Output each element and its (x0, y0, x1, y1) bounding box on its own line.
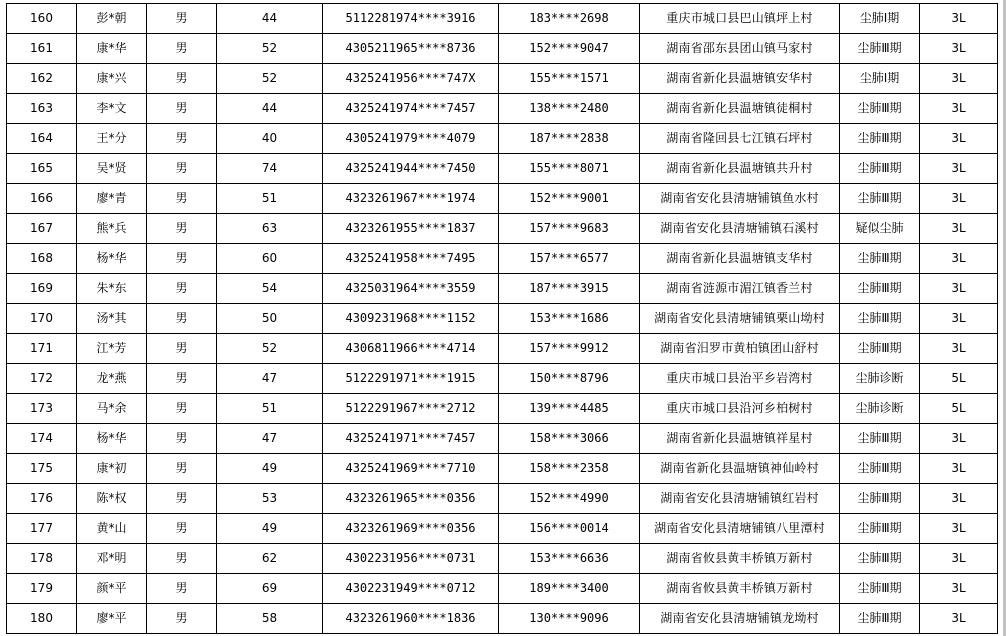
amount-cell[interactable]: 5L (920, 364, 998, 394)
row-number-cell[interactable]: 168 (7, 244, 77, 274)
age-cell[interactable]: 52 (217, 34, 323, 64)
name-cell[interactable]: 朱*东 (77, 274, 147, 304)
row-number-cell[interactable]: 177 (7, 514, 77, 544)
age-cell[interactable]: 54 (217, 274, 323, 304)
address-cell[interactable]: 湖南省攸县黄丰桥镇万新村 (640, 544, 840, 574)
phone-cell[interactable]: 157****9683 (499, 214, 640, 244)
name-cell[interactable]: 熊*兵 (77, 214, 147, 244)
name-cell[interactable]: 康*华 (77, 34, 147, 64)
phone-cell[interactable]: 150****8796 (499, 364, 640, 394)
address-cell[interactable]: 湖南省涟源市湄江镇香兰村 (640, 274, 840, 304)
sex-cell[interactable]: 男 (147, 4, 217, 34)
row-number-cell[interactable]: 167 (7, 214, 77, 244)
phone-cell[interactable]: 155****8071 (499, 154, 640, 184)
table-row (7, 484, 998, 514)
address-cell[interactable]: 湖南省安化县清塘铺镇石溪村 (640, 214, 840, 244)
amount-cell[interactable]: 3L (920, 4, 998, 34)
row-number-cell[interactable]: 172 (7, 364, 77, 394)
name-cell[interactable]: 陈*权 (77, 484, 147, 514)
age-cell[interactable]: 69 (217, 574, 323, 604)
name-cell[interactable]: 李*文 (77, 94, 147, 124)
sex-cell[interactable]: 男 (147, 34, 217, 64)
table-row (7, 274, 998, 304)
name-cell[interactable]: 王*分 (77, 124, 147, 154)
sex-cell[interactable]: 男 (147, 154, 217, 184)
table-row (7, 34, 998, 64)
table-row (7, 394, 998, 424)
name-cell[interactable]: 黄*山 (77, 514, 147, 544)
diagnosis-cell[interactable]: 尘肺Ⅲ期 (840, 514, 920, 544)
age-cell[interactable]: 74 (217, 154, 323, 184)
row-number-cell[interactable]: 170 (7, 304, 77, 334)
address-cell[interactable]: 重庆市城口县治平乡岩湾村 (640, 364, 840, 394)
name-cell[interactable]: 廖*平 (77, 604, 147, 634)
age-cell[interactable]: 40 (217, 124, 323, 154)
address-cell[interactable]: 湖南省安化县清塘铺镇鱼水村 (640, 184, 840, 214)
table-row (7, 244, 998, 274)
amount-cell[interactable]: 5L (920, 394, 998, 424)
amount-cell[interactable]: 3L (920, 124, 998, 154)
address-cell[interactable]: 湖南省攸县黄丰桥镇万新村 (640, 574, 840, 604)
name-cell[interactable]: 彭*朝 (77, 4, 147, 34)
diagnosis-cell[interactable]: 尘肺Ⅲ期 (840, 244, 920, 274)
address-cell[interactable]: 湖南省新化县温塘镇神仙岭村 (640, 454, 840, 484)
sex-cell[interactable]: 男 (147, 364, 217, 394)
id-number-cell[interactable]: 4323261969****0356 (323, 514, 499, 544)
id-number-cell[interactable]: 4302231956****0731 (323, 544, 499, 574)
diagnosis-cell[interactable]: 疑似尘肺 (840, 214, 920, 244)
phone-cell[interactable]: 189****3400 (499, 574, 640, 604)
amount-cell[interactable]: 3L (920, 34, 998, 64)
phone-cell[interactable]: 183****2698 (499, 4, 640, 34)
row-number-cell[interactable]: 160 (7, 4, 77, 34)
id-number-cell[interactable]: 4306811966****4714 (323, 334, 499, 364)
age-cell[interactable]: 58 (217, 604, 323, 634)
id-number-cell[interactable]: 4305241979****4079 (323, 124, 499, 154)
table-body (7, 4, 998, 634)
amount-cell[interactable]: 3L (920, 94, 998, 124)
table-row (7, 514, 998, 544)
diagnosis-cell[interactable]: 尘肺Ⅲ期 (840, 334, 920, 364)
amount-cell[interactable]: 3L (920, 184, 998, 214)
id-number-cell[interactable]: 4325241956****747X (323, 64, 499, 94)
sex-cell[interactable]: 男 (147, 274, 217, 304)
id-number-cell[interactable]: 5122291967****2712 (323, 394, 499, 424)
table-row (7, 574, 998, 604)
name-cell[interactable]: 杨*华 (77, 424, 147, 454)
name-cell[interactable]: 汤*其 (77, 304, 147, 334)
phone-cell[interactable]: 130****9096 (499, 604, 640, 634)
phone-cell[interactable]: 138****2480 (499, 94, 640, 124)
address-cell[interactable]: 湖南省邵东县团山镇马家村 (640, 34, 840, 64)
id-number-cell[interactable]: 5112281974****3916 (323, 4, 499, 34)
address-cell[interactable]: 湖南省新化县温塘镇安华村 (640, 64, 840, 94)
address-cell[interactable]: 湖南省汨罗市黄柏镇团山舒村 (640, 334, 840, 364)
id-number-cell[interactable]: 4325241969****7710 (323, 454, 499, 484)
address-cell[interactable]: 湖南省新化县温塘镇祥星村 (640, 424, 840, 454)
sex-cell[interactable]: 男 (147, 304, 217, 334)
address-cell[interactable]: 湖南省新化县温塘镇支华村 (640, 244, 840, 274)
table-row (7, 4, 998, 34)
diagnosis-cell[interactable]: 尘肺Ⅲ期 (840, 484, 920, 514)
sex-cell[interactable]: 男 (147, 214, 217, 244)
table-row (7, 364, 998, 394)
diagnosis-cell[interactable]: 尘肺Ⅲ期 (840, 304, 920, 334)
table-row (7, 424, 998, 454)
amount-cell[interactable]: 3L (920, 334, 998, 364)
sex-cell[interactable]: 男 (147, 604, 217, 634)
table-row (7, 454, 998, 484)
table-row (7, 124, 998, 154)
id-number-cell[interactable]: 4323261955****1837 (323, 214, 499, 244)
phone-cell[interactable]: 187****3915 (499, 274, 640, 304)
diagnosis-cell[interactable]: 尘肺Ⅲ期 (840, 274, 920, 304)
id-number-cell[interactable]: 5122291971****1915 (323, 364, 499, 394)
name-cell[interactable]: 杨*华 (77, 244, 147, 274)
row-number-cell[interactable]: 174 (7, 424, 77, 454)
id-number-cell[interactable]: 4323261965****0356 (323, 484, 499, 514)
diagnosis-cell[interactable]: 尘肺诊断 (840, 394, 920, 424)
sex-cell[interactable]: 男 (147, 454, 217, 484)
diagnosis-cell[interactable]: 尘肺Ⅲ期 (840, 604, 920, 634)
name-cell[interactable]: 马*余 (77, 394, 147, 424)
name-cell[interactable]: 邓*明 (77, 544, 147, 574)
name-cell[interactable]: 江*芳 (77, 334, 147, 364)
age-cell[interactable]: 51 (217, 394, 323, 424)
age-cell[interactable]: 44 (217, 94, 323, 124)
diagnosis-cell[interactable]: 尘肺Ⅲ期 (840, 574, 920, 604)
table-row (7, 304, 998, 334)
sex-cell[interactable]: 男 (147, 94, 217, 124)
name-cell[interactable]: 颜*平 (77, 574, 147, 604)
address-cell[interactable]: 湖南省安化县清塘铺镇龙坳村 (640, 604, 840, 634)
phone-cell[interactable]: 152****9047 (499, 34, 640, 64)
sex-cell[interactable]: 男 (147, 544, 217, 574)
age-cell[interactable]: 50 (217, 304, 323, 334)
sex-cell[interactable]: 男 (147, 424, 217, 454)
address-cell[interactable]: 湖南省安化县清塘铺镇红岩村 (640, 484, 840, 514)
diagnosis-cell[interactable]: 尘肺Ⅲ期 (840, 34, 920, 64)
age-cell[interactable]: 52 (217, 334, 323, 364)
name-cell[interactable]: 龙*燕 (77, 364, 147, 394)
diagnosis-cell[interactable]: 尘肺Ⅰ期 (840, 4, 920, 34)
diagnosis-cell[interactable]: 尘肺Ⅲ期 (840, 154, 920, 184)
diagnosis-cell[interactable]: 尘肺Ⅲ期 (840, 544, 920, 574)
phone-cell[interactable]: 157****9912 (499, 334, 640, 364)
age-cell[interactable]: 49 (217, 454, 323, 484)
id-number-cell[interactable]: 4302231949****0712 (323, 574, 499, 604)
amount-cell[interactable]: 3L (920, 64, 998, 94)
age-cell[interactable]: 47 (217, 424, 323, 454)
id-number-cell[interactable]: 4309231968****1152 (323, 304, 499, 334)
address-cell[interactable]: 重庆市城口县沿河乡柏树村 (640, 394, 840, 424)
phone-cell[interactable]: 152****9001 (499, 184, 640, 214)
sex-cell[interactable]: 男 (147, 334, 217, 364)
table-row (7, 544, 998, 574)
row-number-cell[interactable]: 163 (7, 94, 77, 124)
id-number-cell[interactable]: 4325241974****7457 (323, 94, 499, 124)
sex-cell[interactable]: 男 (147, 124, 217, 154)
amount-cell[interactable]: 3L (920, 274, 998, 304)
address-cell[interactable]: 湖南省新化县温塘镇共升村 (640, 154, 840, 184)
age-cell[interactable]: 51 (217, 184, 323, 214)
phone-cell[interactable]: 158****3066 (499, 424, 640, 454)
id-number-cell[interactable]: 4325241958****7495 (323, 244, 499, 274)
table-row (7, 184, 998, 214)
row-number-cell[interactable]: 179 (7, 574, 77, 604)
row-number-cell[interactable]: 165 (7, 154, 77, 184)
row-number-cell[interactable]: 162 (7, 64, 77, 94)
row-number-cell[interactable]: 166 (7, 184, 77, 214)
table-row (7, 334, 998, 364)
table-row (7, 214, 998, 244)
address-cell[interactable]: 湖南省安化县清塘铺镇八里潭村 (640, 514, 840, 544)
age-cell[interactable]: 53 (217, 484, 323, 514)
age-cell[interactable]: 63 (217, 214, 323, 244)
phone-cell[interactable]: 153****6636 (499, 544, 640, 574)
amount-cell[interactable]: 3L (920, 484, 998, 514)
amount-cell[interactable]: 3L (920, 154, 998, 184)
row-number-cell[interactable]: 169 (7, 274, 77, 304)
row-number-cell[interactable]: 161 (7, 34, 77, 64)
name-cell[interactable]: 廖*青 (77, 184, 147, 214)
diagnosis-cell[interactable]: 尘肺Ⅲ期 (840, 454, 920, 484)
id-number-cell[interactable]: 4325031964****3559 (323, 274, 499, 304)
sex-cell[interactable]: 男 (147, 514, 217, 544)
phone-cell[interactable]: 152****4990 (499, 484, 640, 514)
age-cell[interactable]: 60 (217, 244, 323, 274)
id-number-cell[interactable]: 4323261967****1974 (323, 184, 499, 214)
row-number-cell[interactable]: 176 (7, 484, 77, 514)
sex-cell[interactable]: 男 (147, 244, 217, 274)
amount-cell[interactable]: 3L (920, 514, 998, 544)
diagnosis-cell[interactable]: 尘肺Ⅲ期 (840, 94, 920, 124)
row-number-cell[interactable]: 180 (7, 604, 77, 634)
sex-cell[interactable]: 男 (147, 184, 217, 214)
id-number-cell[interactable]: 4323261960****1836 (323, 604, 499, 634)
name-cell[interactable]: 康*兴 (77, 64, 147, 94)
amount-cell[interactable]: 3L (920, 574, 998, 604)
address-cell[interactable]: 湖南省隆回县七江镇石坪村 (640, 124, 840, 154)
amount-cell[interactable]: 3L (920, 214, 998, 244)
id-number-cell[interactable]: 4305211965****8736 (323, 34, 499, 64)
address-cell[interactable]: 重庆市城口县巴山镇坪上村 (640, 4, 840, 34)
age-cell[interactable]: 52 (217, 64, 323, 94)
age-cell[interactable]: 44 (217, 4, 323, 34)
phone-cell[interactable]: 187****2838 (499, 124, 640, 154)
name-cell[interactable]: 吴*贤 (77, 154, 147, 184)
amount-cell[interactable]: 3L (920, 424, 998, 454)
table-row (7, 64, 998, 94)
sex-cell[interactable]: 男 (147, 484, 217, 514)
amount-cell[interactable]: 3L (920, 244, 998, 274)
phone-cell[interactable]: 157****6577 (499, 244, 640, 274)
age-cell[interactable]: 49 (217, 514, 323, 544)
row-number-cell[interactable]: 164 (7, 124, 77, 154)
table-row (7, 154, 998, 184)
amount-cell[interactable]: 3L (920, 454, 998, 484)
name-cell[interactable]: 康*初 (77, 454, 147, 484)
sex-cell[interactable]: 男 (147, 394, 217, 424)
diagnosis-cell[interactable]: 尘肺Ⅲ期 (840, 184, 920, 214)
address-cell[interactable]: 湖南省新化县温塘镇徒桐村 (640, 94, 840, 124)
diagnosis-cell[interactable]: 尘肺Ⅲ期 (840, 124, 920, 154)
amount-cell[interactable]: 3L (920, 604, 998, 634)
id-number-cell[interactable]: 4325241971****7457 (323, 424, 499, 454)
amount-cell[interactable]: 3L (920, 544, 998, 574)
phone-cell[interactable]: 153****1686 (499, 304, 640, 334)
diagnosis-cell[interactable]: 尘肺Ⅲ期 (840, 424, 920, 454)
row-number-cell[interactable]: 171 (7, 334, 77, 364)
row-number-cell[interactable]: 173 (7, 394, 77, 424)
row-number-cell[interactable]: 175 (7, 454, 77, 484)
diagnosis-cell[interactable]: 尘肺诊断 (840, 364, 920, 394)
patient-table (6, 3, 998, 634)
table-row (7, 604, 998, 634)
sex-cell[interactable]: 男 (147, 64, 217, 94)
phone-cell[interactable]: 156****0014 (499, 514, 640, 544)
id-number-cell[interactable]: 4325241944****7450 (323, 154, 499, 184)
amount-cell[interactable]: 3L (920, 304, 998, 334)
diagnosis-cell[interactable]: 尘肺Ⅰ期 (840, 64, 920, 94)
age-cell[interactable]: 62 (217, 544, 323, 574)
address-cell[interactable]: 湖南省安化县清塘铺镇栗山坳村 (640, 304, 840, 334)
phone-cell[interactable]: 139****4485 (499, 394, 640, 424)
sex-cell[interactable]: 男 (147, 574, 217, 604)
phone-cell[interactable]: 155****1571 (499, 64, 640, 94)
age-cell[interactable]: 47 (217, 364, 323, 394)
row-number-cell[interactable]: 178 (7, 544, 77, 574)
table-row (7, 94, 998, 124)
phone-cell[interactable]: 158****2358 (499, 454, 640, 484)
